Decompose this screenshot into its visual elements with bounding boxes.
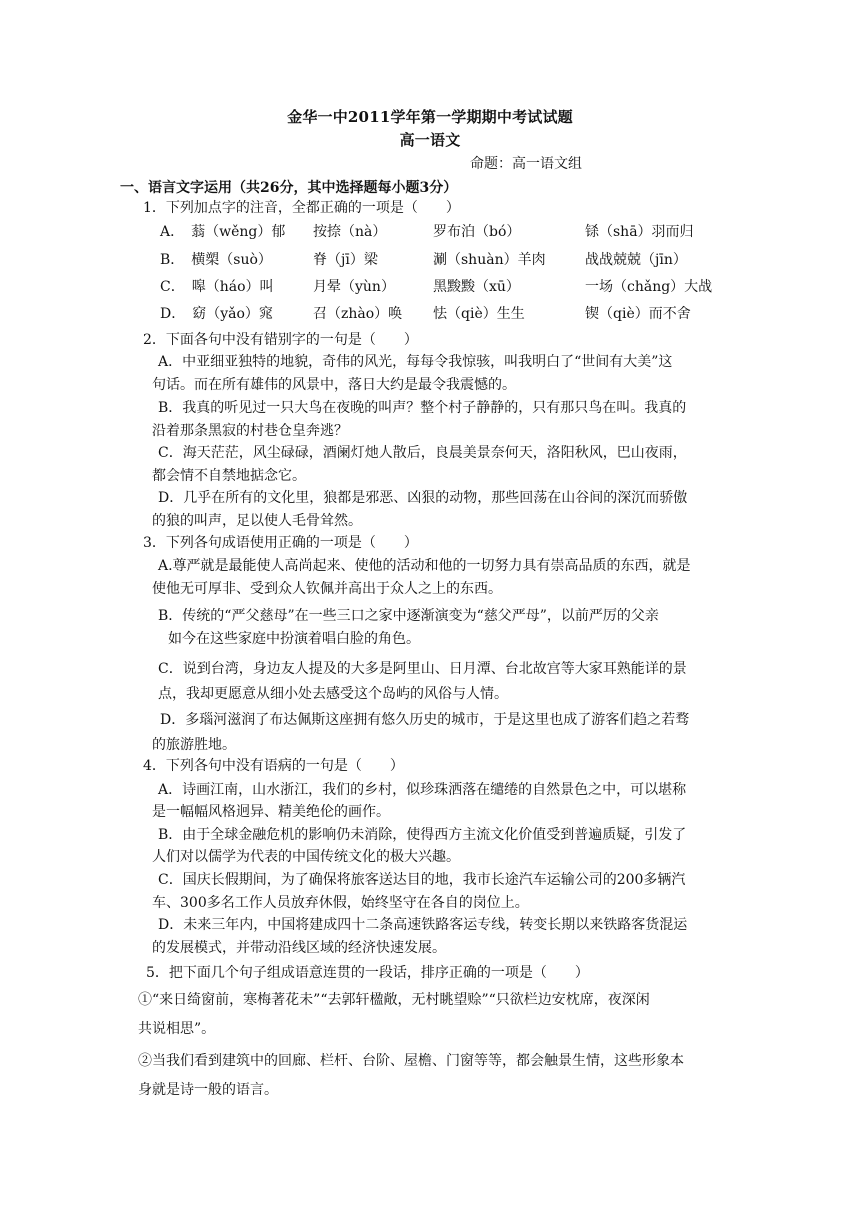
q1-d-item-1: D． 窈（yǎo）窕 [160, 306, 273, 322]
q1-option-row-c [160, 276, 760, 294]
q2-line-8: 的狼的叫声，足以使人毛骨耸然。 [152, 513, 362, 529]
q3-line-3: B．传统的“严父慈母”在一些三口之家中逐渐演变为“慈父严母”，以前严厉的父亲 [158, 608, 659, 624]
q5-line-2: 共说相思”。 [138, 1021, 216, 1037]
exam-byline: 命题：高一语文组 [470, 156, 582, 172]
q1-d-item-4: 锲（qiè）而不舍 [585, 306, 691, 322]
q3-line-5: C．说到台湾，身边友人提及的大多是阿里山、日月潭、台北故宫等大家耳熟能详的景 [158, 661, 687, 677]
q1-d-item-2: 召（zhào）唤 [313, 306, 403, 322]
q5-stem: 5．把下面几个句子组成语意连贯的一段话，排序正确的一项是（ ） [146, 965, 589, 981]
q3-line-2: 使他无可厚非、受到众人钦佩并高出于众人之上的东西。 [152, 581, 502, 597]
q3-line-6: 点，我却更愿意从细小处去感受这个岛屿的风俗与人情。 [158, 686, 508, 702]
q4-line-1: A．诗画江南，山水浙江，我们的乡村，似珍珠洒落在缱绻的自然景色之中，可以堪称 [158, 782, 687, 798]
q2-line-5: C．海天茫茫，风尘碌碌，酒阑灯灺人散后，良晨美景奈何天，洛阳秋风，巴山夜雨， [158, 445, 687, 461]
q1-a-item-3: 罗布泊（bó） [433, 224, 521, 240]
q2-line-1: A．中亚细亚独特的地貌，奇伟的风光，每每令我惊骇，叫我明白了“世间有大美”这 [158, 354, 673, 370]
q4-line-3: B．由于全球金融危机的影响仍未消除，使得西方主流文化价值受到普遍质疑，引发了 [158, 827, 687, 843]
q2-line-2: 句话。而在所有雄伟的风景中，落日大约是最令我震憾的。 [152, 377, 516, 393]
q1-c-item-4: 一场（chǎng）大战 [585, 279, 713, 295]
q1-option-row-d [160, 303, 760, 321]
q1-b-item-1: B． 横槊（suò） [160, 252, 272, 268]
q1-a-item-4: 铩（shā）羽而归 [585, 224, 694, 240]
q1-b-item-4: 战战兢兢（jīn） [585, 252, 687, 268]
q2-line-6: 都会情不自禁地掂念它。 [152, 468, 306, 484]
q2-stem: 2．下面各句中没有错别字的一句是（ ） [143, 332, 418, 348]
q3-line-8: 的旅游胜地。 [152, 737, 236, 753]
q3-line-1: A.尊严就是最能使人高尚起来、使他的活动和他的一切努力具有崇高品质的东西，就是 [158, 558, 691, 574]
q2-line-3: B．我真的听见过一只大鸟在夜晚的叫声？整个村子静静的，只有那只鸟在叫。我真的 [158, 400, 687, 416]
q5-line-3: ②当我们看到建筑中的回廊、栏杆、台阶、屋檐、门窗等等，都会触景生情，这些形象本 [138, 1053, 684, 1069]
q2-line-7: D．几乎在所有的文化里，狼都是邪恶、凶狠的动物，那些回荡在山谷间的深沉而骄傲 [158, 490, 688, 506]
q1-a-item-1: A． 蓊（wěng）郁 [160, 224, 286, 240]
q1-stem: 1．下列加点字的注音，全都正确的一项是（ ） [143, 200, 460, 216]
q1-c-item-1: C． 嗥（háo）叫 [160, 279, 274, 295]
section-heading: 一、语言文字运用（共26分，其中选择题每小题3分） [120, 180, 458, 196]
q4-line-2: 是一幅幅风格迥异、精美绝伦的画作。 [152, 804, 390, 820]
q4-line-5: C．国庆长假期间，为了确保将旅客送达目的地，我市长途汽车运输公司的200多辆汽 [158, 872, 686, 888]
q1-option-row-a [160, 221, 760, 239]
q1-option-row-b [160, 249, 760, 267]
q5-line-4: 身就是诗一般的语言。 [138, 1082, 278, 1098]
q5-line-1: ①“来日绮窗前，寒梅著花未”“去郭轩楹敞，无村眺望赊”“只欲栏边安枕席，夜深闲 [138, 992, 650, 1008]
q3-line-4: 如今在这些家庭中扮演着唱白脸的角色。 [168, 631, 420, 647]
q4-stem: 4．下列各句中没有语病的一句是（ ） [143, 758, 404, 774]
q1-a-item-2: 按捺（nà） [313, 224, 387, 240]
q1-c-item-3: 黑黢黢（xū） [433, 279, 520, 295]
q2-line-4: 沿着那条黑寂的村巷仓皇奔逃？ [152, 423, 348, 439]
q4-line-4: 人们对以儒学为代表的中国传统文化的极大兴趣。 [152, 849, 460, 865]
q1-c-item-2: 月晕（yùn） [313, 279, 395, 295]
q4-line-6: 车、300多名工作人员放弃休假，始终坚守在各自的岗位上。 [152, 895, 529, 911]
exam-subject: 高一语文 [399, 131, 461, 149]
q3-line-7: D．多瑙河滋润了布达佩斯这座拥有悠久历史的城市，于是这里也成了游客们趋之若骛 [160, 712, 690, 728]
q1-b-item-3: 涮（shuàn）羊肉 [433, 252, 546, 268]
exam-title: 金华一中2011学年第一学期期中考试试题 [287, 108, 573, 126]
q4-line-8: 的发展模式，并带动沿线区域的经济快速发展。 [152, 940, 446, 956]
q3-stem: 3．下列各句成语使用正确的一项是（ ） [143, 535, 418, 551]
q4-line-7: D．未来三年内，中国将建成四十二条高速铁路客运专线，转变长期以来铁路客货混运 [158, 917, 688, 933]
q1-d-item-3: 怯（qiè）生生 [433, 306, 525, 322]
q1-b-item-2: 脊（jī）梁 [313, 252, 378, 268]
